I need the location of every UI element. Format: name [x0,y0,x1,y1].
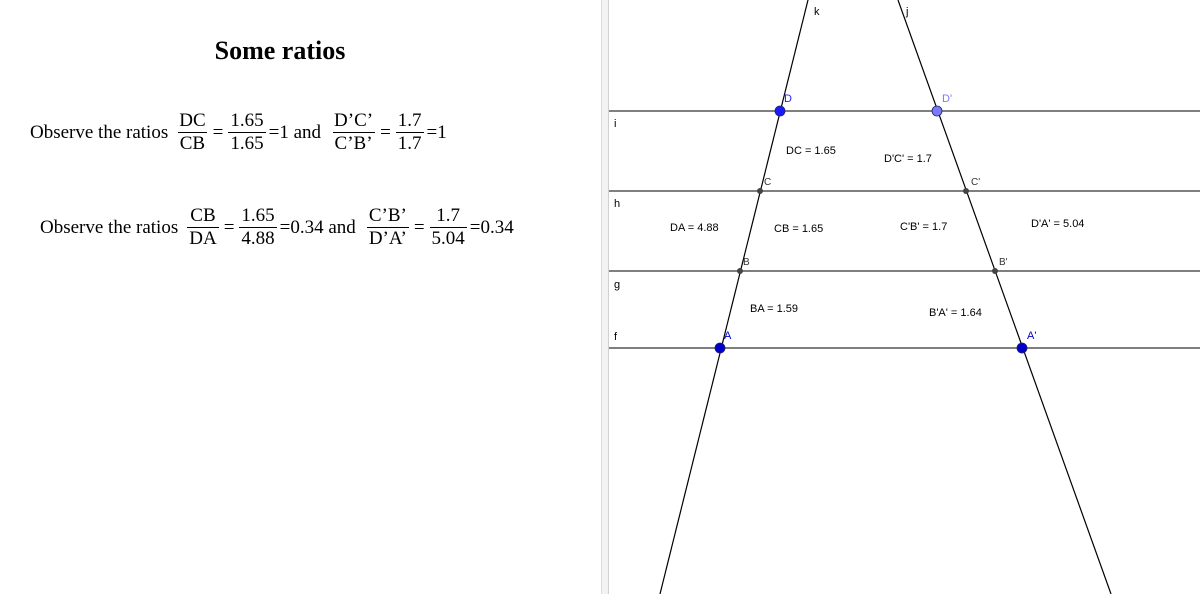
point-label-c-prime: C' [971,177,981,188]
line-label-h: h [614,198,621,210]
ratio-1-fraction-prime-values [396,111,424,154]
ratio-1-fraction-dc-cb [177,111,207,154]
ratio-line-1 [30,111,447,154]
panel-divider[interactable] [601,0,609,594]
ratio-1-prefix: Observe the ratios [30,121,169,143]
fraction-denominator: DA [189,228,217,249]
point-d-prime[interactable] [932,106,942,116]
algebra-panel [0,0,601,594]
fraction-denominator: 1.65 [230,133,264,154]
page-title: Some ratios [214,36,346,65]
line-label-j: j [906,6,909,18]
fraction-denominator: D’A’ [368,228,407,249]
point-label-a-prime: A' [1027,330,1037,342]
point-label-b-prime: B' [999,257,1008,268]
fraction-denominator: C’B’ [334,133,373,154]
ratio-2-fraction-prime-values [430,206,467,249]
point-label-c: C [764,177,772,188]
point-a[interactable] [715,343,725,353]
ratio-1-fraction-values [228,111,265,154]
line-label-k: k [814,6,820,18]
ratio-1-fraction-dc-cb-prime [332,111,375,154]
graphics-view[interactable] [609,0,1200,594]
ratio-2-prime-result: =0.34 [469,216,514,238]
point-label-b: B [743,257,750,268]
measurement-dc: DC = 1.65 [786,145,836,157]
fraction-numerator: 1.65 [230,110,264,131]
measurement-c-prime-b-prime: C'B' = 1.7 [900,221,948,233]
line-label-i: i [614,118,617,130]
ratio-2-fraction-cb-da-prime [367,206,409,249]
measurement-da: DA = 4.88 [670,222,719,234]
ratio-line-2 [40,206,514,249]
point-label-d-prime: D' [942,93,953,105]
measurement-ba: BA = 1.59 [750,303,799,315]
point-c[interactable] [757,188,763,194]
ratio-2-fraction-values [239,206,276,249]
fraction-numerator: 1.7 [436,205,461,226]
geometry-canvas[interactable] [609,0,1200,594]
line-label-f: f [614,331,618,343]
ratio-2-prefix: Observe the ratios [40,216,179,238]
fraction-numerator: DC [179,110,206,131]
ratio-1-prime-result: =1 [426,121,447,143]
equals-sign: = [212,121,224,143]
fraction-numerator: D’C’ [334,110,374,131]
equals-sign: = [380,121,391,143]
fraction-numerator: C’B’ [368,205,407,226]
fraction-numerator: 1.65 [241,205,275,226]
point-d[interactable] [775,106,785,116]
point-a-prime[interactable] [1017,343,1027,353]
fraction-numerator: CB [190,205,216,226]
measurement-d-prime-a-prime: D'A' = 5.04 [1031,218,1085,230]
ratio-2-fraction-cb-da [187,206,218,249]
equals-sign: = [223,216,235,238]
fraction-numerator: 1.7 [397,110,422,131]
line-j[interactable] [898,0,1111,594]
measurement-cb: CB = 1.65 [774,223,824,235]
point-label-a: A [724,330,732,342]
measurement-b-prime-a-prime: B'A' = 1.64 [929,307,982,319]
fraction-denominator: CB [179,133,206,154]
point-b-prime[interactable] [992,268,998,274]
point-b[interactable] [737,268,743,274]
ratio-1-result: =1 and [268,121,322,143]
fraction-denominator: 1.7 [397,133,422,154]
fraction-denominator: 4.88 [241,228,275,249]
ratio-2-result: =0.34 and [279,216,356,238]
equals-sign: = [413,216,425,238]
fraction-denominator: 5.04 [431,228,465,249]
line-k[interactable] [660,0,808,594]
line-label-g: g [614,279,621,291]
point-c-prime[interactable] [963,188,969,194]
point-label-d: D [784,93,792,105]
measurement-d-prime-c-prime: D'C' = 1.7 [884,153,932,165]
